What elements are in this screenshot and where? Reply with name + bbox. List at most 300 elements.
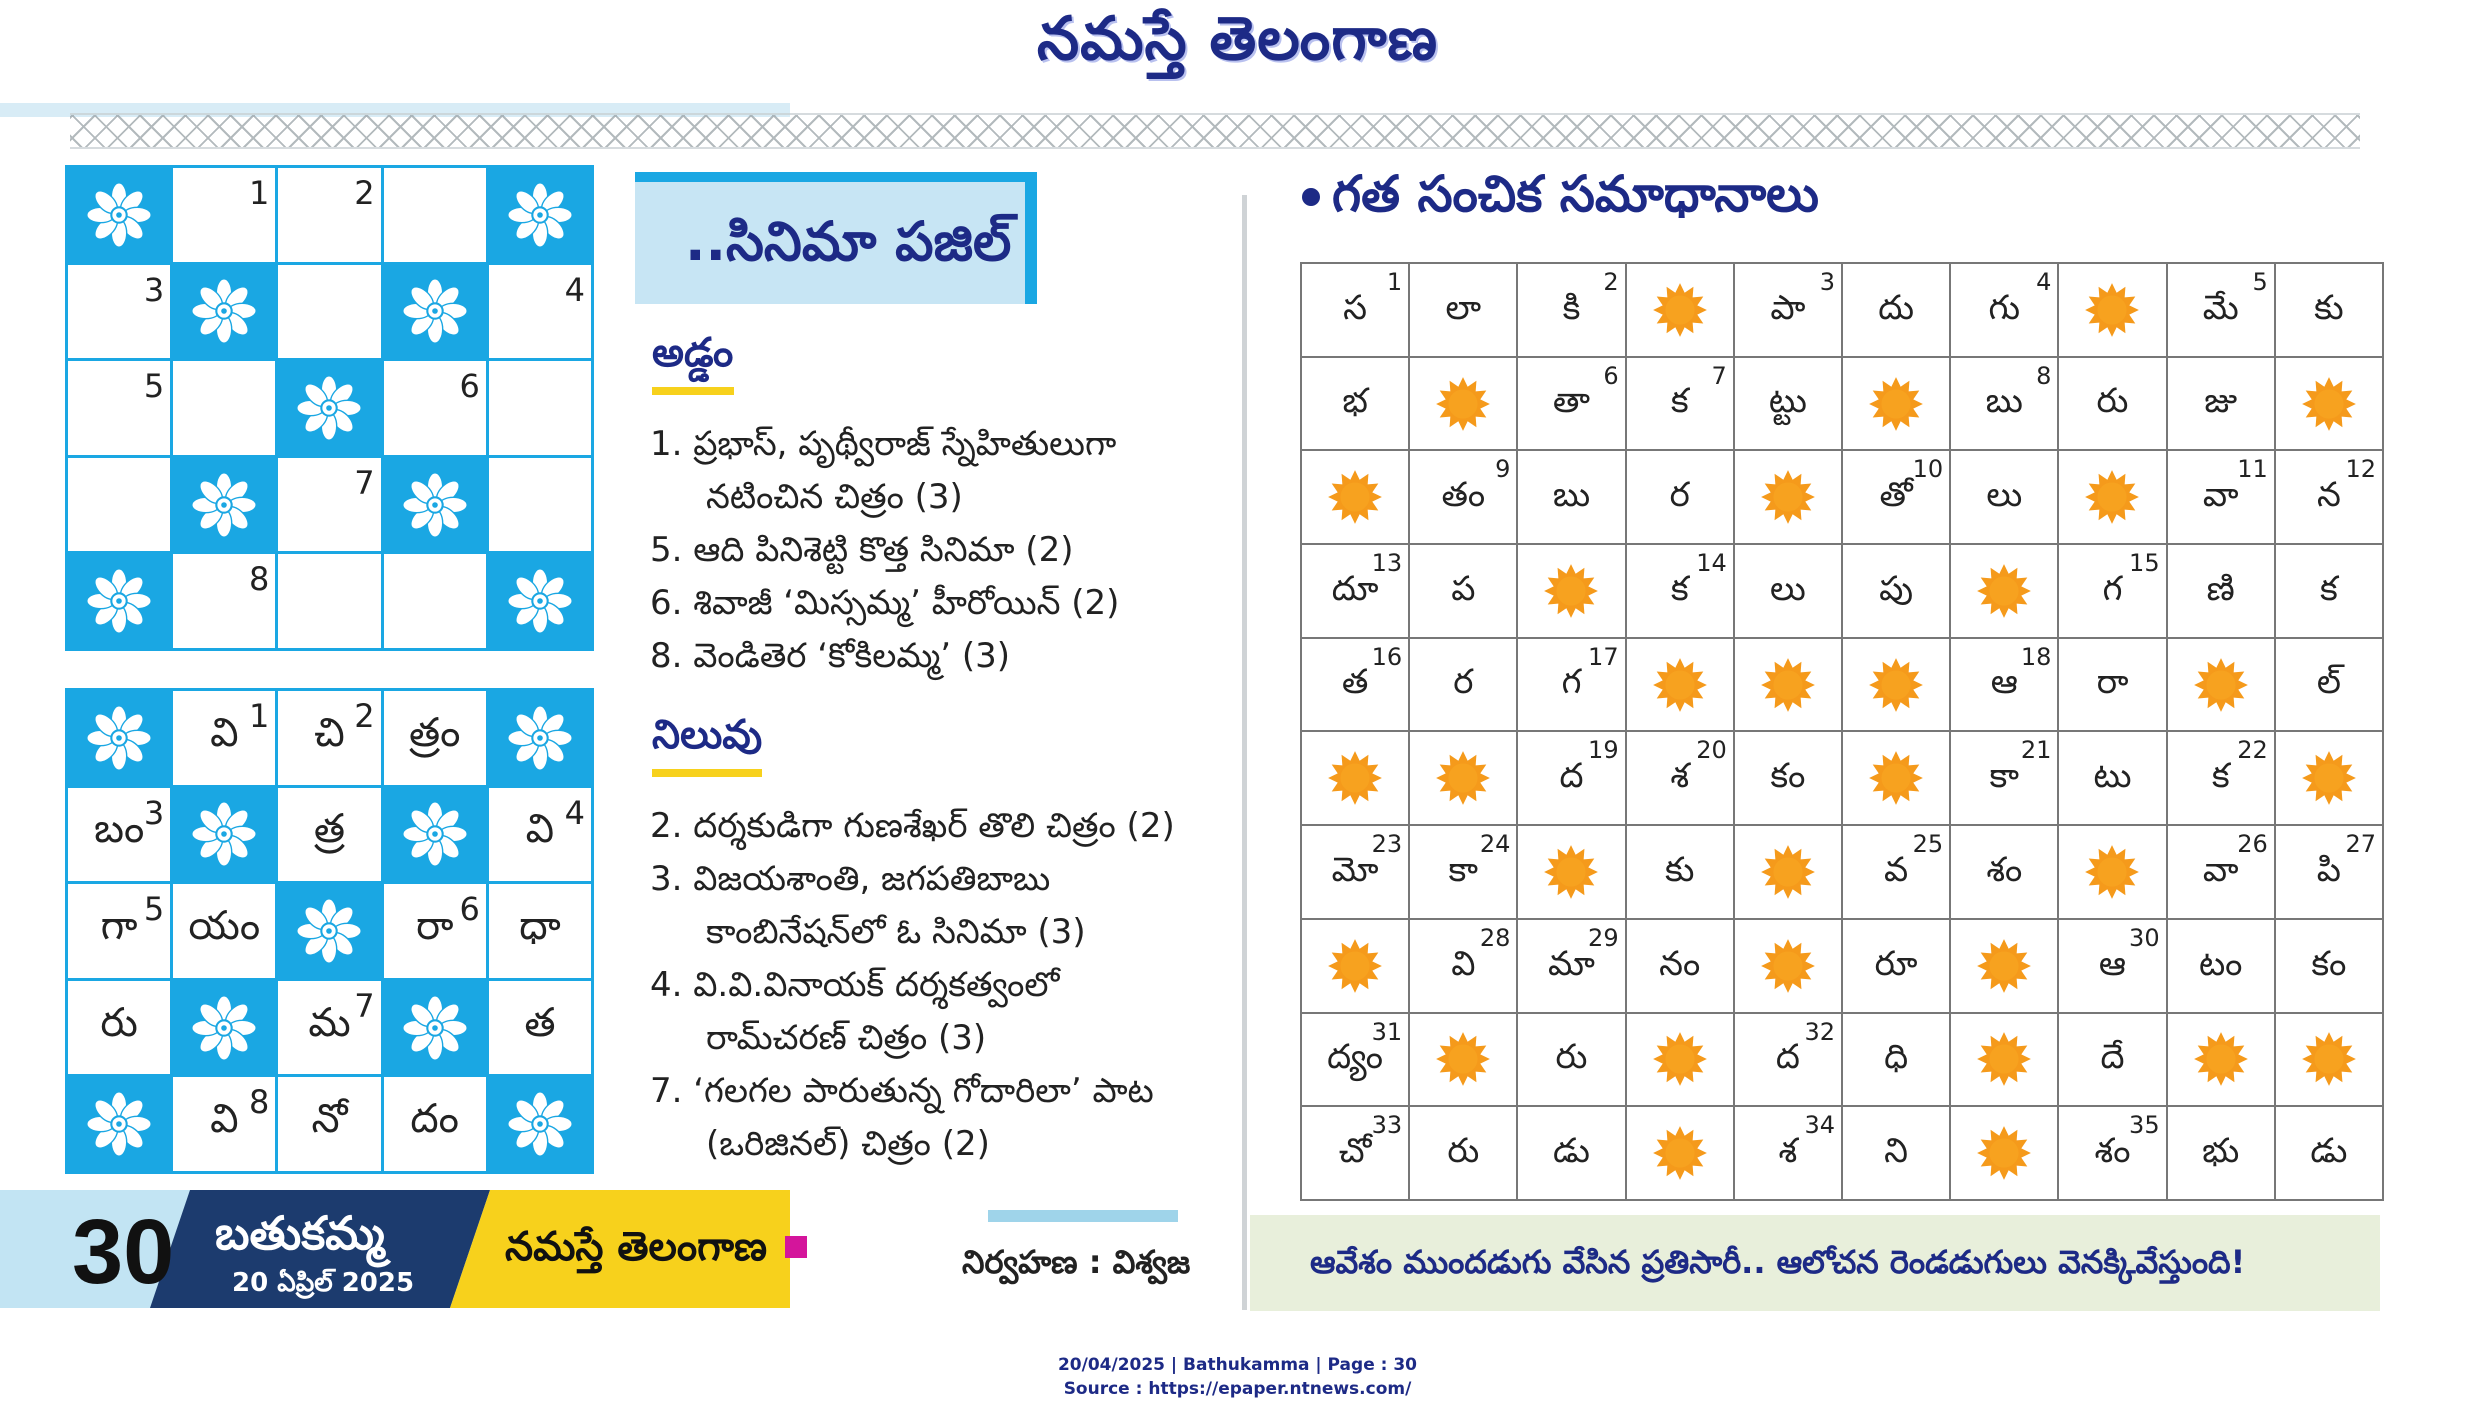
- block-cell: [1735, 826, 1841, 918]
- grid-cell: [384, 1077, 486, 1171]
- cell-number: 1: [1386, 268, 1403, 296]
- cell-number: 3: [143, 270, 165, 309]
- cell-letter: పా: [1770, 287, 1806, 328]
- grid-cell: [1843, 545, 1949, 637]
- sun-icon: [2084, 844, 2140, 900]
- grid-cell: [2059, 358, 2165, 450]
- cell-number: 1: [249, 174, 270, 212]
- cell-letter: రా: [415, 902, 454, 949]
- sun-icon: [1760, 469, 1816, 525]
- cell-letter: రు: [2096, 381, 2129, 422]
- clue-line: 2. దర్శకుడిగా గుణశేఖర్ తొలి చిత్రం (2): [650, 806, 1175, 846]
- block-cell: [278, 884, 380, 978]
- flower-icon: [400, 993, 470, 1063]
- sun-icon: [1760, 657, 1816, 713]
- cell-letter: రా: [2096, 662, 2129, 703]
- across-underline: [652, 387, 734, 395]
- block-cell: [1951, 545, 2057, 637]
- grid-cell: [1627, 358, 1733, 450]
- block-cell: [1951, 1014, 2057, 1106]
- cell-number: 6: [1603, 361, 1619, 390]
- sun-icon: [1652, 1125, 1708, 1181]
- down-clue-list: [650, 800, 1210, 1171]
- grid-cell: [278, 691, 380, 785]
- cell-number: 31: [1371, 1017, 1403, 1046]
- cell-number: 8: [2036, 361, 2052, 390]
- cell-letter: కి: [1562, 287, 1581, 328]
- footer-line-2: Source : https://epaper.ntnews.com/: [1063, 1379, 1412, 1399]
- sun-icon: [1760, 938, 1816, 994]
- grid-cell: [1951, 451, 2057, 543]
- grid-cell: [1735, 1014, 1841, 1106]
- band-brand: నమస్తే తెలంగాణ: [505, 1224, 768, 1270]
- cell-letter: త్ర: [313, 806, 346, 853]
- cell-letter: టు: [2093, 756, 2132, 797]
- grid-cell: [2168, 826, 2274, 918]
- cell-letter: కా: [1448, 849, 1479, 890]
- cell-letter: టం: [2198, 943, 2243, 984]
- grid-cell: [2059, 732, 2165, 824]
- cell-letter: త: [524, 999, 556, 1046]
- puzzle-grid: [65, 165, 594, 651]
- grid-cell: [2276, 1107, 2382, 1199]
- block-cell: [1627, 1107, 1733, 1199]
- quote-band: [1250, 1215, 2380, 1311]
- block-cell: [384, 458, 486, 552]
- cell-letter: రు: [1555, 1037, 1588, 1078]
- cell-letter: తా: [1552, 381, 1591, 422]
- cell-number: 3: [143, 793, 165, 832]
- clue-line: 8. వెండితెర ‘కోకిలమ్మ’ (3): [650, 636, 1011, 676]
- grid-cell: [173, 554, 275, 648]
- cell-letter: పు: [1879, 568, 1914, 609]
- cell-letter: కు: [2314, 287, 2344, 328]
- across-heading: అడ్డం: [652, 330, 734, 376]
- cell-number: 29: [1588, 923, 1619, 952]
- block-cell: [2168, 639, 2274, 731]
- cell-number: 9: [1495, 455, 1511, 484]
- sun-icon: [1327, 938, 1383, 994]
- cell-letter: బం: [93, 806, 145, 853]
- clue-line: 3. విజయశాంతి, జగపతిబాబు: [650, 859, 1051, 899]
- footer-line-1: 20/04/2025 | Bathukamma | Page : 30: [1057, 1355, 1418, 1375]
- grid-cell: [384, 361, 486, 455]
- block-cell: [1843, 639, 1949, 731]
- grid-cell: [1302, 545, 1408, 637]
- flower-icon: [400, 470, 470, 540]
- grid-cell: [278, 981, 380, 1075]
- cell-letter: న: [2316, 475, 2341, 516]
- cell-letter: ధి: [1884, 1037, 1909, 1078]
- masthead: [0, 0, 2475, 90]
- grid-cell: [489, 884, 591, 978]
- cell-number: 16: [1371, 642, 1403, 671]
- grid-cell: [2168, 264, 2274, 356]
- block-cell: [173, 981, 275, 1075]
- cell-number: 32: [1804, 1017, 1835, 1046]
- cell-number: 30: [2129, 923, 2160, 952]
- cell-letter: వి: [210, 709, 239, 756]
- cell-number: 2: [1603, 268, 1619, 296]
- grid-cell: [1843, 264, 1949, 356]
- cell-number: 7: [354, 463, 375, 502]
- cell-letter: లు: [1986, 475, 2023, 516]
- quote-text: ఆవేశం ముందడుగు వేసిన ప్రతిసారీ.. ఆలోచన రెండడుగులు వెనక్కివేస్తుంది!: [1310, 1243, 2246, 1281]
- flower-icon: [84, 180, 154, 250]
- cell-letter: యం: [188, 902, 261, 949]
- grid-cell: [1518, 639, 1624, 731]
- cell-number: 6: [459, 890, 480, 929]
- cell-number: 5: [2252, 268, 2268, 296]
- cell-letter: వా: [2202, 849, 2239, 890]
- cell-letter: భ: [1342, 381, 1368, 422]
- cell-letter: ధా: [519, 902, 561, 949]
- cell-letter: దూ: [1331, 568, 1379, 609]
- grid-cell: [2276, 451, 2382, 543]
- cell-letter: కు: [1664, 849, 1695, 890]
- cell-letter: మ: [308, 999, 351, 1046]
- sun-icon: [2301, 750, 2357, 806]
- flower-icon: [294, 373, 364, 443]
- sun-icon: [1435, 1031, 1491, 1087]
- block-cell: [173, 788, 275, 882]
- flower-icon: [400, 276, 470, 346]
- cell-number: 15: [2129, 549, 2160, 578]
- block-cell: [384, 788, 486, 882]
- grid-cell: [489, 361, 591, 455]
- cell-letter: ని: [1884, 1130, 1909, 1171]
- grid-cell: [68, 458, 170, 552]
- cell-letter: నో: [311, 1096, 348, 1143]
- grid-cell: [68, 981, 170, 1075]
- block-cell: [1518, 826, 1624, 918]
- block-cell: [1410, 1014, 1516, 1106]
- grid-cell: [2059, 1014, 2165, 1106]
- cell-letter: శ: [1778, 1130, 1798, 1171]
- block-cell: [1951, 1107, 2057, 1199]
- grid-cell: [1627, 451, 1733, 543]
- cell-number: 7: [354, 986, 375, 1025]
- block-cell: [2059, 264, 2165, 356]
- grid-cell: [2059, 639, 2165, 731]
- grid-cell: [1627, 920, 1733, 1012]
- block-cell: [1302, 451, 1408, 543]
- grid-cell: [1518, 264, 1624, 356]
- sun-icon: [2301, 376, 2357, 432]
- block-cell: [1518, 545, 1624, 637]
- grid-cell: [1735, 732, 1841, 824]
- page-band: [0, 1190, 790, 1308]
- cell-letter: ద: [1775, 1037, 1800, 1078]
- grid-cell: [2168, 545, 2274, 637]
- cell-letter: జు: [2204, 381, 2238, 422]
- solution-grid: [65, 688, 594, 1174]
- cell-number: 10: [1912, 455, 1944, 484]
- grid-cell: [1302, 1107, 1408, 1199]
- cell-letter: ఆ: [2098, 943, 2127, 984]
- grid-cell: [1951, 826, 2057, 918]
- flower-icon: [505, 1089, 575, 1159]
- clue-line: 5. ఆది పినిశెట్టి కొత్త సినిమా (2): [650, 530, 1074, 570]
- grid-cell: [2276, 264, 2382, 356]
- block-cell: [1843, 358, 1949, 450]
- masthead-title: నమస్తే తెలంగాణ: [1036, 4, 1439, 74]
- cell-letter: ర: [1453, 662, 1474, 703]
- grid-cell: [1843, 920, 1949, 1012]
- cell-number: 17: [1588, 642, 1619, 671]
- cell-number: 6: [459, 367, 480, 406]
- block-cell: [1951, 920, 2057, 1012]
- grid-cell: [1518, 1107, 1624, 1199]
- sun-icon: [1435, 750, 1491, 806]
- grid-cell: [1410, 545, 1516, 637]
- cell-number: 20: [1696, 736, 1727, 765]
- cell-letter: గ: [2102, 568, 2123, 609]
- grid-cell: [278, 458, 380, 552]
- clue-line: 1. ప్రభాస్, పృథ్వీరాజ్ స్నేహితులుగా: [650, 424, 1117, 464]
- sun-icon: [1652, 657, 1708, 713]
- cell-number: 28: [1479, 923, 1511, 952]
- grid-cell: [1843, 1107, 1949, 1199]
- sun-icon: [1652, 1031, 1708, 1087]
- grid-cell: [1302, 264, 1408, 356]
- block-cell: [1843, 732, 1949, 824]
- cell-letter: పి: [2316, 849, 2341, 890]
- cell-letter: త: [1341, 662, 1369, 703]
- answers-title-text: గత సంచిక సమాధానాలు: [1332, 165, 1819, 223]
- grid-cell: [2276, 826, 2382, 918]
- cell-letter: దు: [1878, 287, 1914, 328]
- cell-letter: రు: [1447, 1130, 1480, 1171]
- cell-letter: బు: [1985, 381, 2023, 422]
- sun-icon: [1976, 1125, 2032, 1181]
- grid-cell: [1302, 358, 1408, 450]
- clue-line: 7. ‘గలగల పారుతున్న గోదారిలా’ పాట: [650, 1071, 1154, 1111]
- grid-cell: [1735, 358, 1841, 450]
- sun-icon: [1976, 938, 2032, 994]
- cell-letter: ఆ: [1990, 662, 2018, 703]
- down-heading: నిలువు: [652, 712, 763, 758]
- cell-number: 3: [1819, 268, 1835, 296]
- cell-number: 25: [1912, 830, 1944, 859]
- grid-cell: [173, 168, 275, 262]
- grid-cell: [2059, 920, 2165, 1012]
- clue-line: కాంబినేషన్‌లో ఓ సినిమా (3): [706, 912, 1086, 952]
- block-cell: [2276, 358, 2382, 450]
- grid-cell: [173, 884, 275, 978]
- sun-icon: [1760, 844, 1816, 900]
- grid-cell: [384, 168, 486, 262]
- cell-letter: వి: [1451, 943, 1476, 984]
- issue-date: 20 ఏప్రిల్ 2025: [232, 1268, 415, 1298]
- cell-letter: క: [2211, 756, 2230, 797]
- grid-cell: [1518, 1014, 1624, 1106]
- cell-number: 22: [2237, 736, 2268, 765]
- sun-icon: [2084, 469, 2140, 525]
- credit-bar: [988, 1210, 1178, 1222]
- sun-icon: [2193, 657, 2249, 713]
- grid-cell: [68, 361, 170, 455]
- cell-letter: చో: [1338, 1130, 1372, 1171]
- flower-icon: [400, 799, 470, 869]
- grid-cell: [1735, 1107, 1841, 1199]
- cell-letter: తం: [1441, 475, 1486, 516]
- grid-cell: [173, 691, 275, 785]
- sun-icon: [1868, 750, 1924, 806]
- clue-line: (ఒరిజినల్) చిత్రం (2): [706, 1124, 990, 1164]
- grid-cell: [2059, 1107, 2165, 1199]
- grid-cell: [2168, 358, 2274, 450]
- cell-number: 26: [2237, 830, 2268, 859]
- across-clue-list: [650, 418, 1210, 683]
- grid-cell: [1843, 1014, 1949, 1106]
- block-cell: [489, 691, 591, 785]
- answers-title: [1298, 165, 1819, 236]
- sun-icon: [2301, 1031, 2357, 1087]
- block-cell: [68, 1077, 170, 1171]
- sun-icon: [1543, 563, 1599, 619]
- grid-cell: [2168, 1107, 2274, 1199]
- sun-icon: [1435, 376, 1491, 432]
- flower-icon: [189, 276, 259, 346]
- grid-cell: [1410, 920, 1516, 1012]
- block-cell: [1302, 732, 1408, 824]
- cell-letter: రు: [100, 999, 138, 1046]
- cell-letter: లు: [1769, 568, 1806, 609]
- sun-icon: [1868, 376, 1924, 432]
- cell-letter: శం: [2094, 1130, 2131, 1171]
- block-cell: [2168, 1014, 2274, 1106]
- grid-cell: [1302, 826, 1408, 918]
- cell-letter: గా: [100, 902, 138, 949]
- grid-cell: [1518, 451, 1624, 543]
- sun-icon: [2193, 1031, 2249, 1087]
- grid-cell: [1302, 1014, 1408, 1106]
- block-cell: [1735, 451, 1841, 543]
- cell-letter: ద్యం: [1327, 1037, 1383, 1078]
- block-cell: [68, 554, 170, 648]
- cell-number: 1: [249, 697, 270, 735]
- credit-text: నిర్వహణ : విశ్వజ: [962, 1243, 1191, 1281]
- cell-letter: డు: [2310, 1130, 2348, 1171]
- answers-grid: [1300, 262, 2384, 1201]
- grid-cell: [489, 981, 591, 1075]
- cell-letter: మే: [2202, 287, 2239, 328]
- grid-cell: [1627, 826, 1733, 918]
- ornamental-border: [70, 113, 2360, 149]
- grid-cell: [278, 265, 380, 359]
- cell-letter: డు: [1553, 1130, 1590, 1171]
- cell-number: 2: [354, 174, 375, 212]
- cell-number: 2: [354, 697, 375, 735]
- cell-letter: మా: [1548, 943, 1595, 984]
- cell-number: 4: [564, 270, 585, 309]
- grid-cell: [1951, 639, 2057, 731]
- block-cell: [173, 458, 275, 552]
- grid-cell: [173, 1077, 275, 1171]
- cell-number: 13: [1371, 549, 1403, 578]
- cell-letter: నం: [1659, 943, 1701, 984]
- grid-cell: [489, 788, 591, 882]
- puzzle-banner-title: ..సినిమా పజిల్: [685, 210, 1012, 273]
- cell-letter: వా: [2202, 475, 2239, 516]
- block-cell: [1735, 920, 1841, 1012]
- flower-icon: [84, 703, 154, 773]
- sun-icon: [1327, 750, 1383, 806]
- cell-number: 21: [2020, 736, 2052, 765]
- flower-icon: [505, 703, 575, 773]
- grid-cell: [1410, 639, 1516, 731]
- cell-letter: దం: [410, 1096, 459, 1143]
- cell-letter: గ: [1561, 662, 1582, 703]
- grid-cell: [173, 361, 275, 455]
- cell-number: 23: [1371, 830, 1403, 859]
- cell-letter: క: [1670, 381, 1689, 422]
- grid-cell: [2276, 639, 2382, 731]
- grid-cell: [384, 691, 486, 785]
- block-cell: [68, 691, 170, 785]
- block-cell: [1302, 920, 1408, 1012]
- cell-number: 34: [1804, 1111, 1835, 1140]
- block-cell: [2059, 451, 2165, 543]
- grid-cell: [489, 458, 591, 552]
- grid-cell: [1951, 264, 2057, 356]
- cell-number: 4: [564, 793, 585, 832]
- cell-number: 18: [2020, 642, 2052, 671]
- block-cell: [2276, 1014, 2382, 1106]
- grid-cell: [1951, 358, 2057, 450]
- flower-icon: [189, 993, 259, 1063]
- cell-letter: రూ: [1874, 943, 1918, 984]
- cell-letter: వి: [525, 806, 555, 853]
- grid-cell: [1518, 358, 1624, 450]
- cell-letter: ద: [1559, 756, 1584, 797]
- cell-number: 5: [143, 367, 165, 406]
- page-number: 30: [72, 1201, 175, 1303]
- cell-letter: ర: [1669, 475, 1690, 516]
- block-cell: [1627, 1014, 1733, 1106]
- grid-cell: [1627, 732, 1733, 824]
- grid-cell: [1410, 264, 1516, 356]
- cell-number: 8: [249, 560, 270, 599]
- grid-cell: [1735, 545, 1841, 637]
- cell-letter: స: [1343, 287, 1368, 328]
- grid-cell: [278, 168, 380, 262]
- block-cell: [489, 168, 591, 262]
- band-square: [785, 1236, 807, 1258]
- block-cell: [1627, 639, 1733, 731]
- clue-line: 6. శివాజీ ‘మిస్సమ్మ’ హీరోయిన్ (2): [650, 583, 1120, 623]
- puzzle-banner: [635, 172, 1037, 304]
- grid-cell: [1518, 920, 1624, 1012]
- cell-letter: భు: [2202, 1130, 2240, 1171]
- flower-icon: [505, 566, 575, 636]
- cell-number: 35: [2129, 1111, 2160, 1140]
- cell-letter: కా: [1989, 756, 2020, 797]
- grid-cell: [384, 554, 486, 648]
- cell-letter: కం: [1770, 756, 1806, 797]
- grid-cell: [1843, 451, 1949, 543]
- block-cell: [1410, 732, 1516, 824]
- cell-letter: తో: [1879, 475, 1913, 516]
- cell-letter: ల్: [2316, 662, 2341, 703]
- block-cell: [384, 265, 486, 359]
- sun-icon: [1327, 469, 1383, 525]
- cell-number: 8: [249, 1083, 270, 1122]
- block-cell: [1627, 264, 1733, 356]
- sun-icon: [1976, 563, 2032, 619]
- clue-line: నటించిన చిత్రం (3): [706, 477, 963, 517]
